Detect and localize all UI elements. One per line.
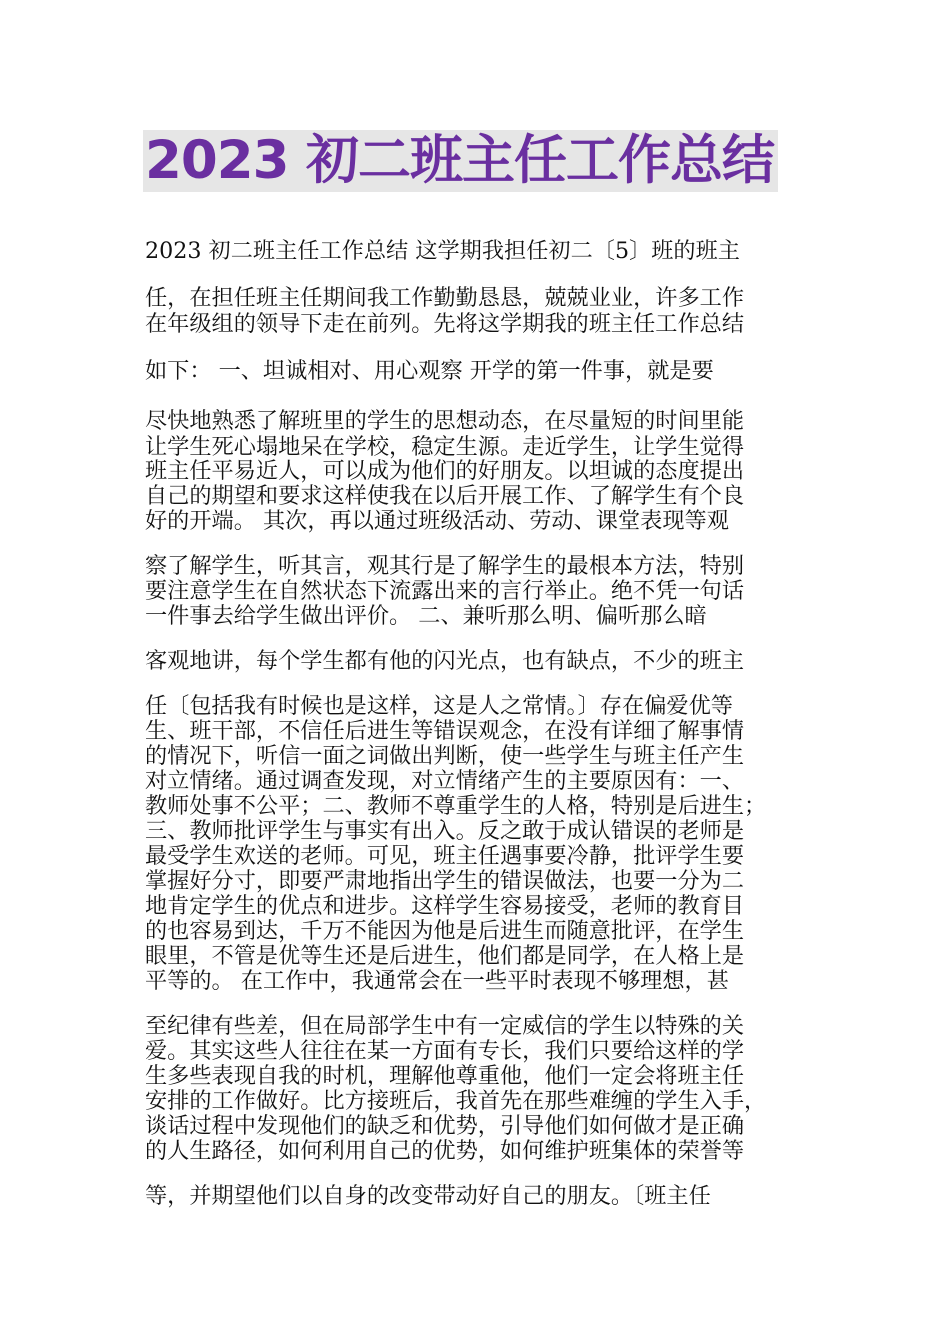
body-line: 任，在担任班主任期间我工作勤勤恳恳，兢兢业业，许多工作 xyxy=(145,285,745,311)
body-line: 2023 初二班主任工作总结 这学期我担任初二〔5〕班的班主 xyxy=(145,238,740,264)
body-line: 要注意学生在自然状态下流露出来的言行举止。绝不凭一句话 xyxy=(145,578,745,604)
body-line: 一件事去给学生做出评价。 二、兼听那么明、偏听那么暗 xyxy=(145,603,707,629)
body-line: 眼里，不管是优等生还是后进生，他们都是同学，在人格上是 xyxy=(145,943,745,969)
body-line: 教师处事不公平；二、教师不尊重学生的人格，特别是后进生； xyxy=(145,793,767,819)
document-title: 2023 初二班主任工作总结 xyxy=(145,130,774,191)
body-line: 如下： 一、坦诚相对、用心观察 开学的第一件事，就是要 xyxy=(145,358,714,384)
body-line: 客观地讲，每个学生都有他的闪光点，也有缺点，不少的班主 xyxy=(145,648,745,674)
body-line: 的也容易到达，千万不能因为他是后进生而随意批评，在学生 xyxy=(145,918,745,944)
body-line: 让学生死心塌地呆在学校，稳定生源。走近学生，让学生觉得 xyxy=(145,434,745,460)
body-line: 掌握好分寸，即要严肃地指出学生的错误做法，也要一分为二 xyxy=(145,868,745,894)
body-line: 班主任平易近人，可以成为他们的好朋友。以坦诚的态度提出 xyxy=(145,458,745,484)
body-line: 安排的工作做好。比方接班后，我首先在那些难缠的学生入手， xyxy=(145,1088,767,1114)
body-line: 好的开端。 其次，再以通过班级活动、劳动、课堂表现等观 xyxy=(145,508,729,534)
title-highlight xyxy=(143,130,778,192)
body-line: 最受学生欢送的老师。可见，班主任遇事要冷静，批评学生要 xyxy=(145,843,745,869)
document-body xyxy=(145,236,807,1209)
body-line: 生、班干部，不信任后进生等错误观念，在没有详细了解事情 xyxy=(145,718,745,744)
body-line: 自己的期望和要求这样使我在以后开展工作、了解学生有个良 xyxy=(145,483,745,509)
body-line: 生多些表现自我的时机，理解他尊重他，他们一定会将班主任 xyxy=(145,1063,745,1089)
body-line: 对立情绪。通过调查发现，对立情绪产生的主要原因有：一、 xyxy=(145,768,745,794)
body-line: 三、教师批评学生与事实有出入。反之敢于成认错误的老师是 xyxy=(145,818,745,844)
body-line: 尽快地熟悉了解班里的学生的思想动态，在尽量短的时间里能 xyxy=(145,408,745,434)
body-line: 的人生路径，如何利用自己的优势，如何维护班集体的荣誉等 xyxy=(145,1138,745,1164)
body-line: 爱。其实这些人往往在某一方面有专长，我们只要给这样的学 xyxy=(145,1038,745,1064)
body-line: 在年级组的领导下走在前列。先将这学期我的班主任工作总结 xyxy=(145,311,745,337)
body-line: 谈话过程中发现他们的缺乏和优势，引导他们如何做才是正确 xyxy=(145,1113,745,1139)
body-line: 平等的。 在工作中，我通常会在一些平时表现不够理想，甚 xyxy=(145,968,729,994)
body-line: 任〔包括我有时候也是这样，这是人之常情。〕存在偏爱优等 xyxy=(145,693,733,719)
body-line: 至纪律有些差，但在局部学生中有一定威信的学生以特殊的关 xyxy=(145,1013,745,1039)
body-line: 地肯定学生的优点和进步。这样学生容易接受，老师的教育目 xyxy=(145,893,745,919)
body-line: 察了解学生，听其言，观其行是了解学生的最根本方法，特别 xyxy=(145,553,745,579)
body-line: 等，并期望他们以自身的改变带动好自己的朋友。〔班主任 xyxy=(145,1183,711,1209)
body-line: 的情况下，听信一面之词做出判断，使一些学生与班主任产生 xyxy=(145,743,745,769)
